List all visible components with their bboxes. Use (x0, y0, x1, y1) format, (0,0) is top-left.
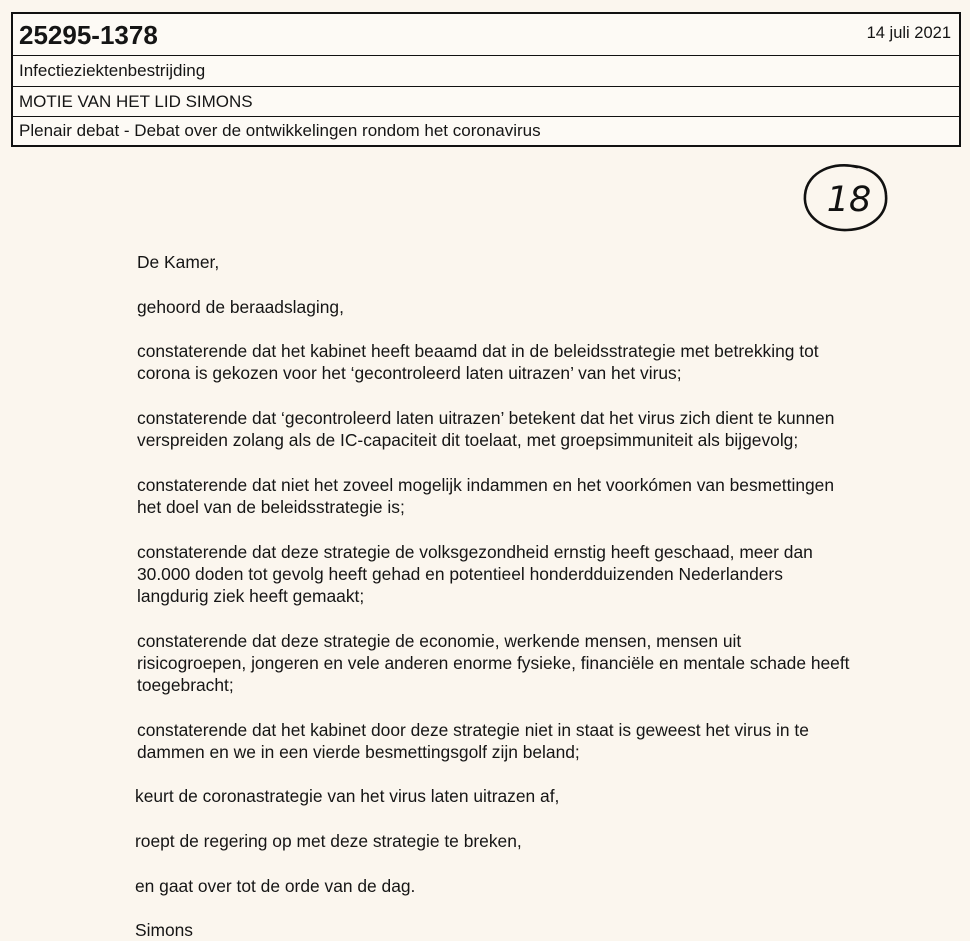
header-row-debate (13, 117, 959, 145)
motion-line: constaterende dat niet het zoveel mogelijk indammen en het voorkómen van besmettingen (137, 474, 835, 495)
header-row-title (13, 87, 959, 117)
motion-header-table (11, 12, 961, 147)
motion-line: gehoord de beraadslaging, (137, 296, 344, 317)
motion-line: corona is gekozen voor het ‘gecontroleerd laten uitrazen’ van het virus; (137, 363, 682, 384)
motion-line: constaterende dat het kabinet heeft beaamd dat in de beleidsstrategie met betrekking tot (137, 341, 819, 362)
consideration-1 (137, 340, 850, 384)
handwritten-number: 18 (826, 180, 872, 220)
motion-line: en gaat over tot de orde van de dag. (135, 875, 416, 896)
motion-line: constaterende dat het kabinet door deze strategie niet in staat is geweest het virus in te (137, 719, 809, 740)
header-row-subject (13, 56, 959, 87)
consideration-5 (137, 630, 850, 697)
subject: Infectieziektenbestrijding (19, 61, 206, 80)
operative-clause-2 (135, 830, 850, 852)
motion-line: langdurig ziek heeft gemaakt; (137, 585, 365, 606)
signatory (135, 919, 850, 941)
motion-line: constaterende dat ‘gecontroleerd laten uitrazen’ betekent dat het virus zich dient te kunnen (137, 407, 835, 428)
motion-line: keurt de coronastrategie van het virus laten uitrazen af, (135, 786, 560, 807)
signatory-name: Simons (135, 920, 193, 941)
operative-clause-1 (135, 785, 850, 807)
document-number: 25295-1378 (19, 20, 158, 50)
motion-body (137, 251, 850, 941)
closing-clause (135, 875, 850, 897)
handwritten-annotation (795, 155, 895, 240)
motion-line: dammen en we in een vierde besmettingsgolf zijn beland; (137, 741, 580, 762)
addressee (137, 251, 850, 273)
consideration-2 (137, 407, 850, 451)
motion-line: roept de regering op met deze strategie te breken, (135, 830, 522, 851)
preamble (137, 296, 850, 318)
motion-line: constaterende dat deze strategie de volksgezondheid ernstig heeft geschaad, meer dan (137, 541, 813, 562)
document-date: 14 juli 2021 (866, 23, 951, 42)
consideration-6 (137, 719, 850, 763)
motion-line: constaterende dat deze strategie de economie, werkende mensen, mensen uit (137, 630, 742, 651)
consideration-3 (137, 474, 850, 518)
motion-line: toegebracht; (137, 674, 234, 695)
motion-title: MOTIE VAN HET LID SIMONS (19, 91, 253, 111)
header-row-number-date (13, 14, 959, 56)
motion-line: 30.000 doden tot gevolg heeft gehad en potentieel honderdduizenden Nederlanders (137, 563, 783, 584)
debate-title: Plenair debat - Debat over de ontwikkelingen rondom het coronavirus (19, 121, 541, 140)
motion-line: De Kamer, (137, 252, 220, 272)
motion-line: risicogroepen, jongeren en vele anderen enorme fysieke, financiële en mentale schade heeft (137, 652, 850, 673)
motion-line: verspreiden zolang als de IC-capaciteit dit toelaat, met groepsimmuniteit als bijgevolg; (137, 430, 799, 451)
motion-line: het doel van de beleidsstrategie is; (137, 496, 405, 517)
consideration-4 (137, 541, 850, 608)
